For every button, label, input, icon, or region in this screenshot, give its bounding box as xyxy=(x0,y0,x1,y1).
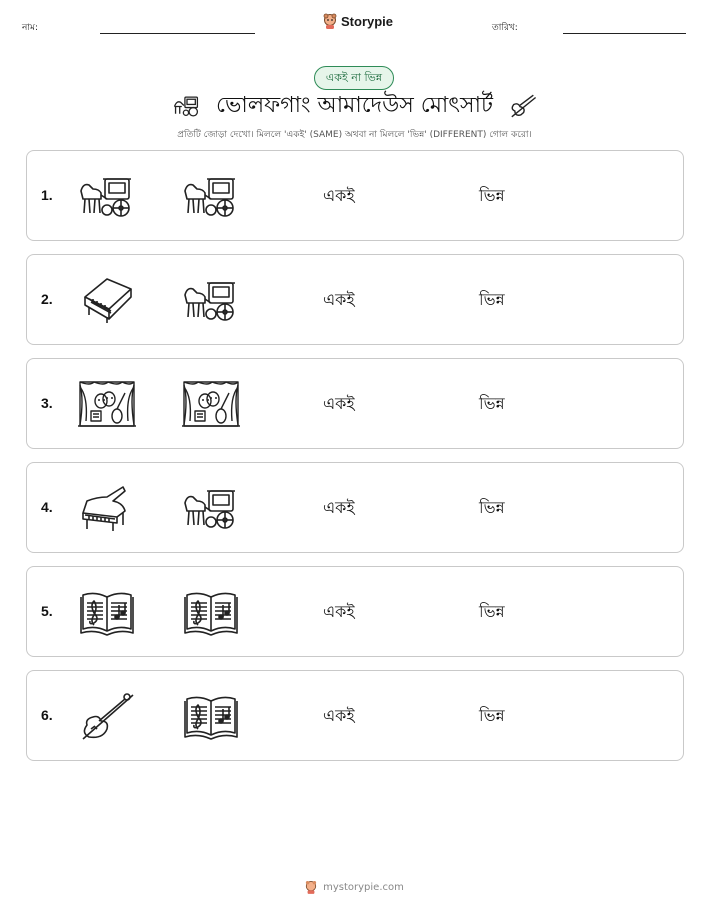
theater-stage-icon xyxy=(181,379,241,429)
date-field[interactable] xyxy=(563,33,686,34)
theater-stage-icon xyxy=(77,379,137,429)
storypie-mascot-icon xyxy=(305,880,317,894)
question-card xyxy=(26,254,684,345)
question-number: 5. xyxy=(41,603,53,619)
upright-piano-icon xyxy=(77,275,137,325)
question-card xyxy=(26,358,684,449)
carriage-icon xyxy=(77,171,137,221)
name-field[interactable] xyxy=(100,33,255,34)
option-same[interactable]: একই xyxy=(323,602,355,621)
music-book-icon xyxy=(77,587,137,637)
option-different[interactable]: ভিন্ন xyxy=(479,394,505,413)
question-card xyxy=(26,150,684,241)
option-different[interactable]: ভিন্ন xyxy=(479,706,505,725)
footer-url[interactable]: mystorypie.com xyxy=(323,881,404,893)
brand-logo xyxy=(323,13,393,29)
option-different[interactable]: ভিন্ন xyxy=(479,290,505,309)
question-number: 1. xyxy=(41,187,53,203)
violin-icon xyxy=(505,91,539,121)
option-same[interactable]: একই xyxy=(323,290,355,309)
worksheet-type-badge: একই না ভিন্ন xyxy=(314,66,394,90)
title-row xyxy=(0,88,709,124)
storypie-mascot-icon xyxy=(323,13,337,29)
date-label: তারিখ: xyxy=(492,23,518,33)
music-book-icon xyxy=(181,587,241,637)
question-number: 6. xyxy=(41,707,53,723)
option-same[interactable]: একই xyxy=(323,186,355,205)
instruction-text: প্রতিটি জোড়া দেখো। মিললে 'একই' (SAME) অথবা না মিললে 'ভিন্ন' (DIFFERENT) গোল করো। xyxy=(177,130,532,140)
question-card xyxy=(26,462,684,553)
page-title: ভোলফগাং আমাদেউস মোৎসার্ট xyxy=(216,92,493,118)
question-number: 3. xyxy=(41,395,53,411)
carriage-icon xyxy=(181,483,241,533)
brand-name: Storypie xyxy=(341,13,394,29)
option-different[interactable]: ভিন্ন xyxy=(479,498,505,517)
name-label: নাম: xyxy=(22,23,39,33)
option-different[interactable]: ভিন্ন xyxy=(479,186,505,205)
question-number: 4. xyxy=(41,499,53,515)
carriage-icon xyxy=(181,275,241,325)
violin-icon xyxy=(77,691,137,741)
option-same[interactable]: একই xyxy=(323,706,355,725)
question-card xyxy=(26,566,684,657)
question-number: 2. xyxy=(41,291,53,307)
carriage-icon xyxy=(170,93,204,119)
question-card xyxy=(26,670,684,761)
carriage-icon xyxy=(181,171,241,221)
option-same[interactable]: একই xyxy=(323,394,355,413)
footer xyxy=(0,880,709,894)
grand-piano-icon xyxy=(77,483,137,533)
option-different[interactable]: ভিন্ন xyxy=(479,602,505,621)
option-same[interactable]: একই xyxy=(323,498,355,517)
music-book-icon xyxy=(181,691,241,741)
